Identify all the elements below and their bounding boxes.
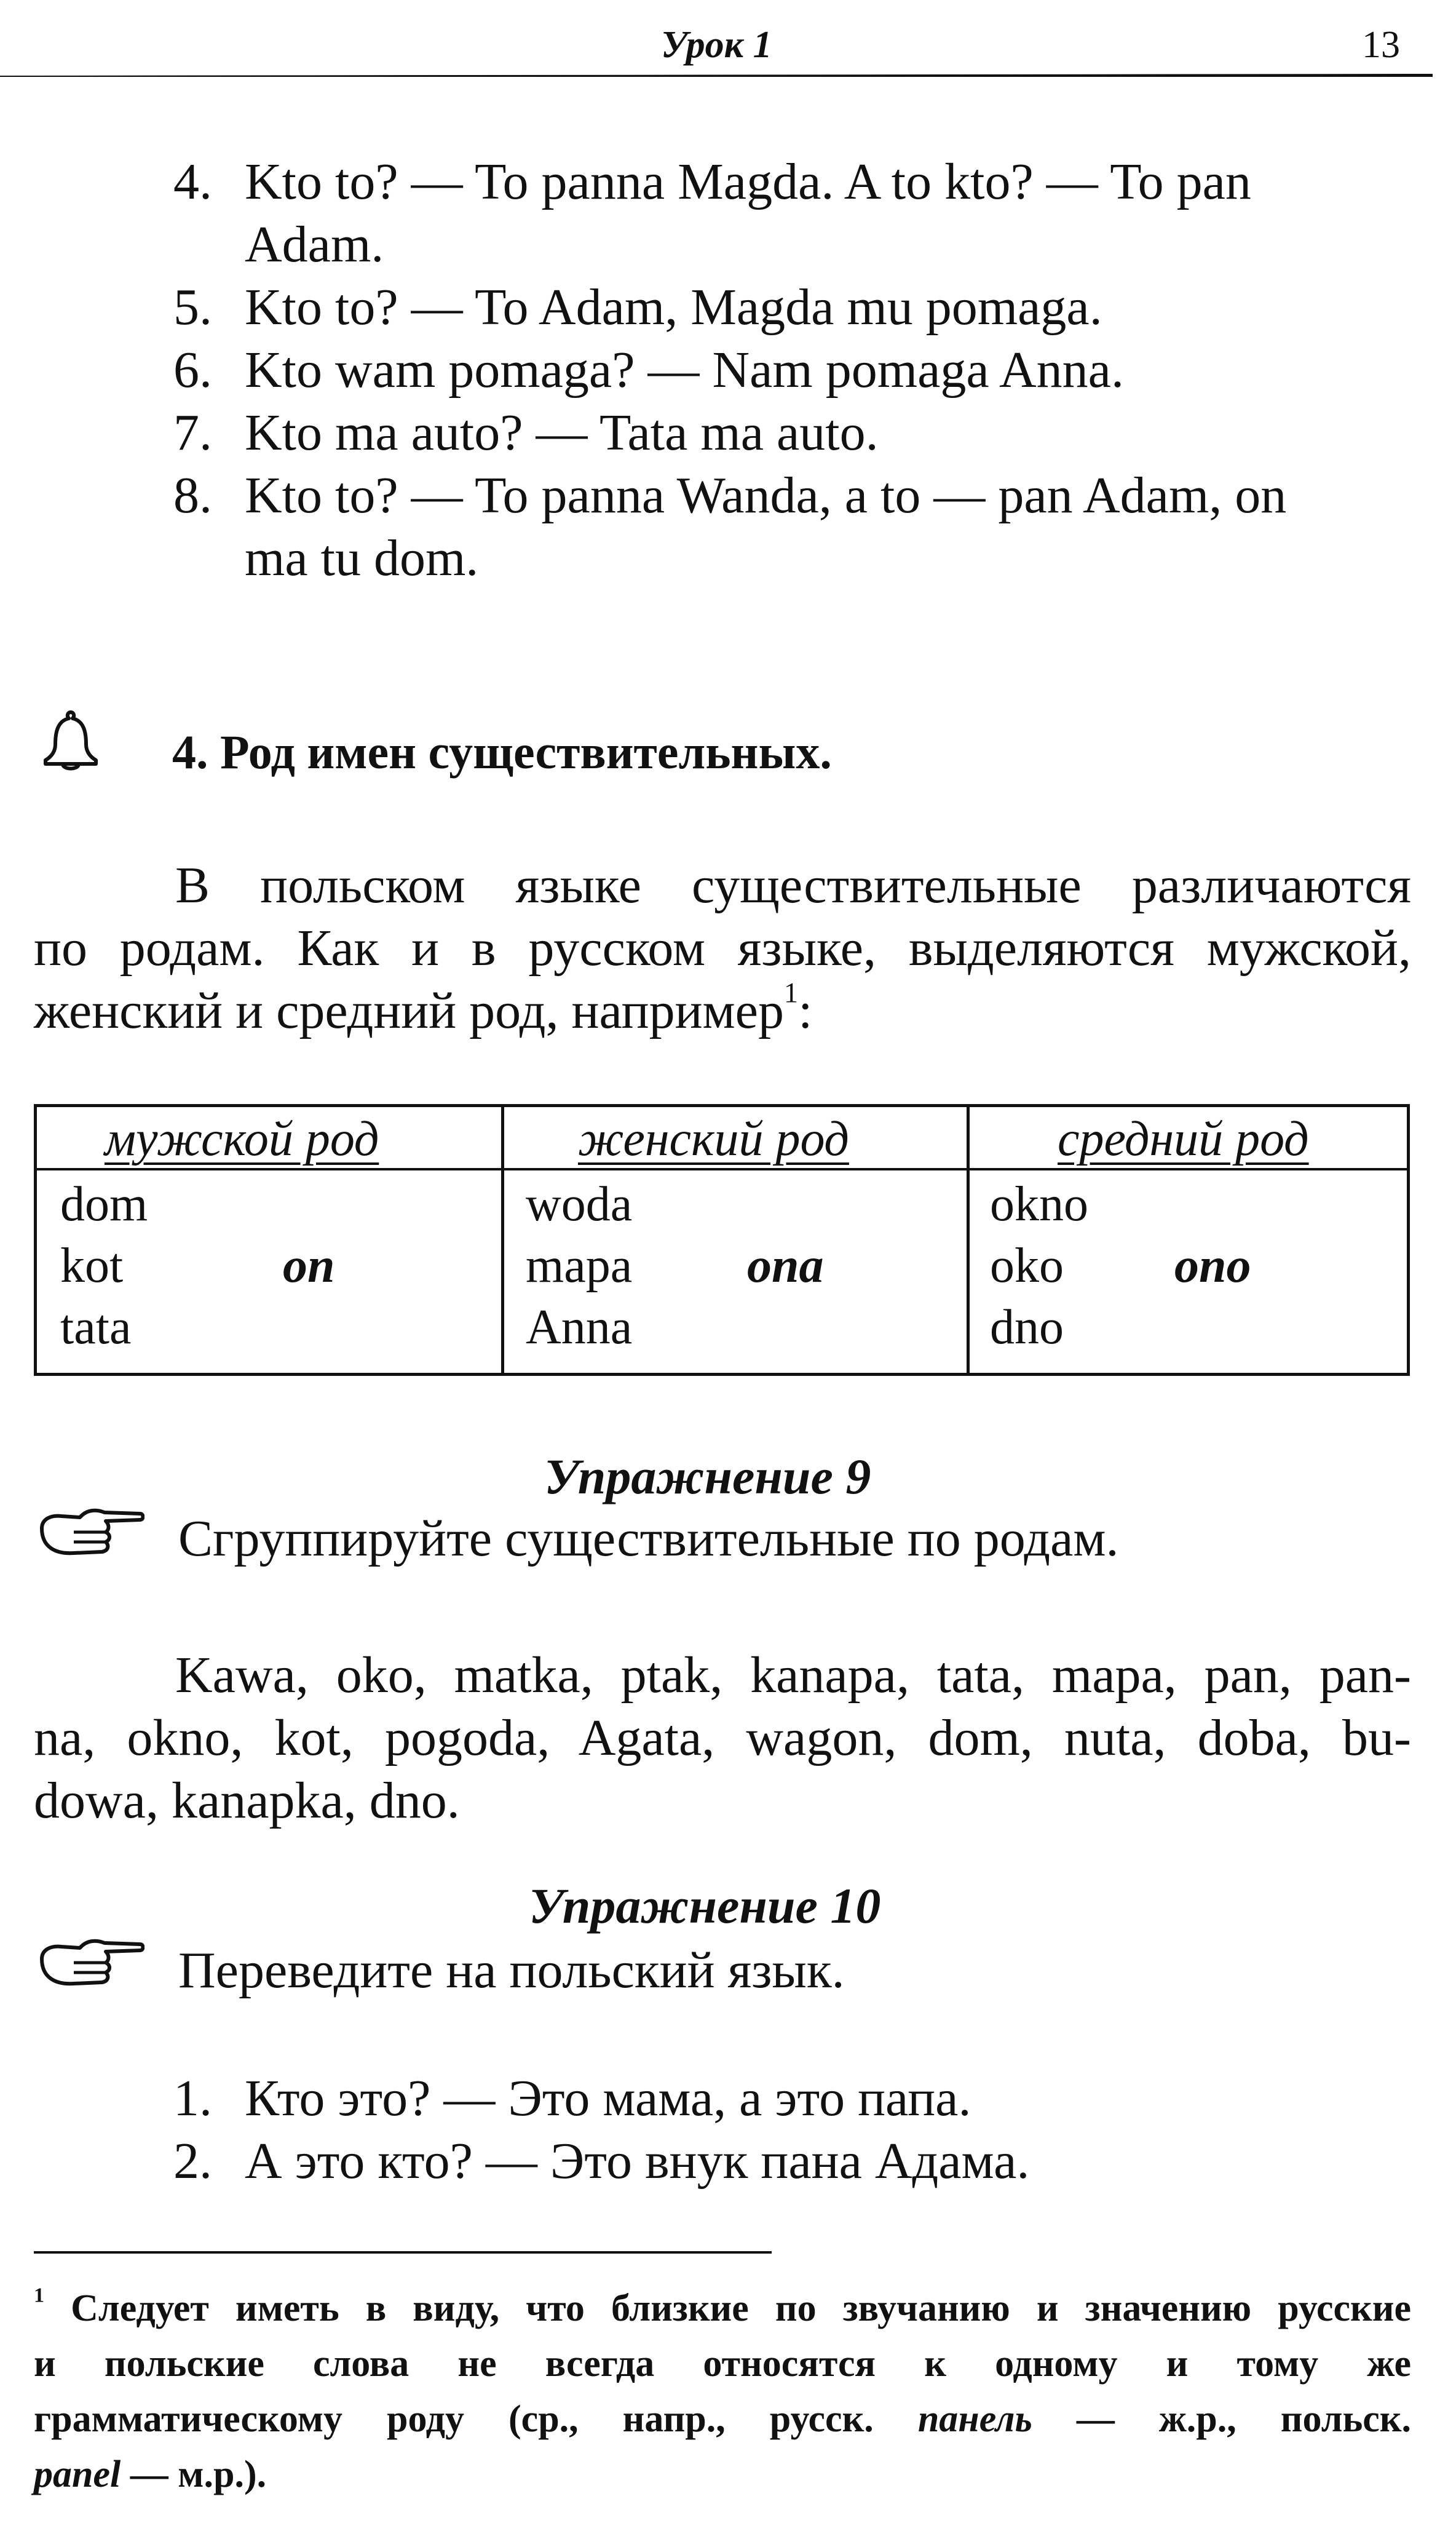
table-pronoun: ona	[747, 1239, 824, 1293]
gender-table	[34, 1104, 1410, 1376]
table-header-feminine: женский род	[578, 1112, 849, 1166]
list-item-text: Kto to? — To Adam, Magda mu pomaga.	[245, 279, 1102, 336]
list-item-text: Kto wam pomaga? — Nam pomaga Anna.	[245, 341, 1124, 399]
list-item-number: 4.	[173, 153, 212, 210]
table-divider	[501, 1107, 504, 1373]
paragraph-line-text: женский и средний род, например	[34, 982, 784, 1039]
table-cell: oko	[990, 1239, 1064, 1293]
exercise-10-title: Упражнение 10	[529, 1878, 881, 1934]
table-cell: mapa	[526, 1239, 633, 1293]
footnote-rule	[34, 2251, 772, 2254]
footnote-term: panel	[34, 2453, 121, 2495]
paragraph-line: по родам. Как и в русском языке, выделяются мужской,	[34, 920, 1411, 977]
pointing-hand-icon	[37, 1504, 144, 1565]
footnote-marker: 1	[783, 977, 799, 1009]
header-rule	[0, 74, 1433, 77]
running-title: Урок 1	[661, 24, 772, 66]
list-item-number: 2.	[173, 2132, 212, 2190]
pointing-hand-icon	[37, 1934, 144, 1996]
list-item-number: 1.	[173, 2070, 212, 2127]
list-item-number: 8.	[173, 467, 212, 524]
list-item-text: Kto to? — To panna Wanda, a to — pan Adam, on	[245, 467, 1287, 524]
paragraph-line: dowa, kanapka, dno.	[34, 1772, 460, 1829]
paragraph-line-end: :	[798, 982, 813, 1039]
table-cell: woda	[526, 1177, 633, 1231]
table-header-neuter: средний род	[1058, 1112, 1309, 1166]
paragraph-line: В польском языке существительные различаются	[175, 857, 1411, 914]
list-item-text: ma tu dom.	[245, 530, 479, 587]
table-pronoun: ono	[1174, 1239, 1251, 1293]
table-header-rule	[37, 1168, 1407, 1170]
footnote-marker: 1	[34, 2284, 45, 2307]
footnote-term: панель	[917, 2398, 1032, 2440]
section-heading: 4. Род имен существительных.	[172, 725, 832, 779]
table-pronoun: on	[283, 1239, 335, 1293]
paragraph-line: Kawa, oko, matka, ptak, kanapa, tata, mapa, pan, pan-	[175, 1647, 1411, 1704]
table-cell: dom	[60, 1177, 148, 1231]
footnote-line: и польские слова не всегда относятся к одному и тому же	[34, 2343, 1411, 2385]
footnote-line: $^1$ Следует иметь в виду, что близкие по звучанию и значению русские	[34, 2284, 1411, 2329]
list-item-text: Kto ma auto? — Tata ma auto.	[245, 404, 879, 461]
exercise-9-title: Упражнение 9	[544, 1448, 871, 1504]
exercise-9-instruction: Сгруппируйте существительные по родам.	[178, 1510, 1119, 1567]
table-cell: okno	[990, 1177, 1088, 1231]
table-header-masculine: мужской род	[105, 1112, 379, 1166]
list-item-number: 5.	[173, 279, 212, 336]
footnote-line: panel — м.р.).	[34, 2453, 267, 2495]
page-number: 13	[1362, 24, 1400, 66]
list-item-text: А это кто? — Это внук пана Адама.	[245, 2132, 1030, 2190]
paragraph-line: na, okno, kot, pogoda, Agata, wagon, dom, nuta, doba, bu-	[34, 1709, 1411, 1766]
table-divider	[967, 1107, 970, 1373]
exercise-10-instruction: Переведите на польский язык.	[178, 1942, 845, 1999]
table-cell: dno	[990, 1300, 1064, 1354]
list-item-number: 7.	[173, 404, 212, 461]
paragraph-line	[34, 977, 813, 1039]
list-item-text: Кто это? — Это мама, а это папа.	[245, 2070, 971, 2127]
list-item-text: Adam.	[245, 216, 384, 273]
table-cell: kot	[60, 1239, 124, 1293]
table-cell: Anna	[526, 1300, 633, 1354]
table-cell: tata	[60, 1300, 132, 1354]
list-item-text: Kto to? — To panna Magda. A to kto? — To pan	[245, 153, 1251, 210]
list-item-number: 6.	[173, 341, 212, 399]
footnote-line: грамматическому роду (ср., напр., русск. панель — ж.р., польск.	[34, 2398, 1412, 2440]
bell-icon	[37, 707, 105, 775]
